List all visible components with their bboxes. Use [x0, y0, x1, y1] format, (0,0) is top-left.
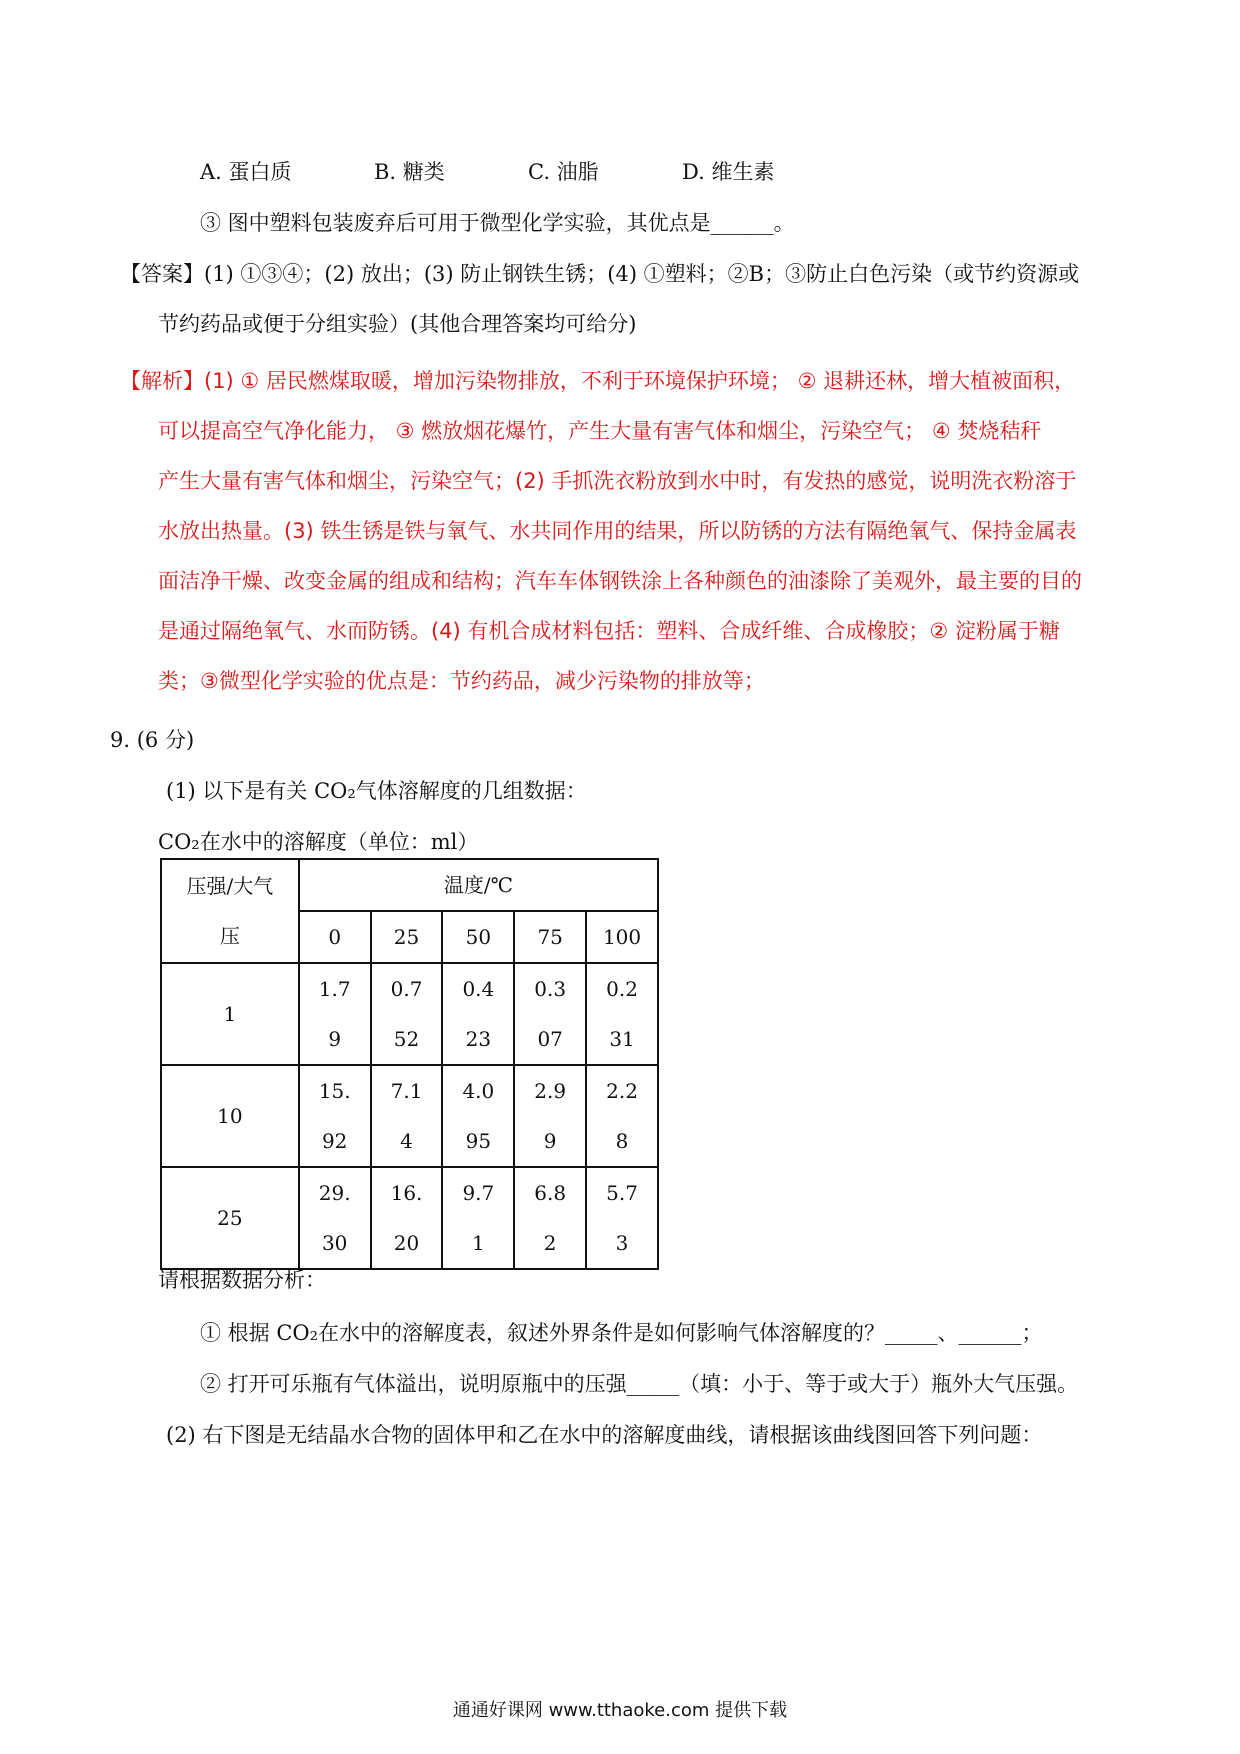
- option-c: C. 油脂: [528, 160, 599, 184]
- value-cell: [299, 963, 371, 1065]
- value-text: 0.423: [462, 977, 495, 1051]
- pressure-header: 压强/大气压: [186, 874, 274, 948]
- question-9-part-1: (1) 以下是有关 CO₂气体溶解度的几组数据：: [166, 779, 587, 803]
- temp-col-header: 25: [371, 911, 443, 963]
- analysis-line-1: 【解析】(1) ① 居民燃煤取暖，增加污染物排放，不利于环境保护环境； ② 退耕还林，增大植被面积，: [120, 369, 1076, 393]
- value-cell: [442, 1167, 514, 1269]
- temp-col-header: 50: [442, 911, 514, 963]
- pressure-cell: 25: [161, 1167, 299, 1269]
- value-cell: [586, 1167, 658, 1269]
- value-cell: [586, 963, 658, 1065]
- table-row: [161, 1167, 658, 1269]
- question-9-heading: 9. (6 分): [110, 728, 195, 752]
- answer-line-2: 节约药品或便于分组实验）(其他合理答案均可给分): [158, 312, 637, 336]
- value-text: 0.307: [534, 977, 567, 1051]
- value-text: 2.99: [534, 1079, 567, 1153]
- value-text: 0.752: [390, 977, 423, 1051]
- sub-question-2: ② 打开可乐瓶有气体溢出，说明原瓶中的压强_____（填：小于、等于或大于）瓶外大气压强。: [200, 1372, 1079, 1396]
- table-row: [161, 1065, 658, 1167]
- value-text: 15.92: [318, 1079, 351, 1153]
- option-b: B. 糖类: [374, 160, 445, 184]
- value-text: 2.28: [606, 1079, 638, 1153]
- value-cell: [371, 963, 443, 1065]
- page-footer: 通通好课网 www.tthaoke.com 提供下载: [452, 1700, 788, 1721]
- pressure-header-cell: [161, 859, 299, 963]
- value-cell: [371, 1065, 443, 1167]
- analysis-line-6: 是通过隔绝氧气、水而防锈。(4) 有机合成材料包括：塑料、合成纤维、合成橡胶；② 淀粉属于糖: [158, 619, 1060, 643]
- sub-question-1: ① 根据 CO₂在水中的溶解度表，叙述外界条件是如何影响气体溶解度的？_____、______；: [200, 1321, 1043, 1345]
- table-row: [161, 963, 658, 1065]
- value-cell: [299, 1167, 371, 1269]
- value-cell: [299, 1065, 371, 1167]
- value-text: 5.73: [606, 1181, 638, 1255]
- value-text: 7.14: [390, 1079, 423, 1153]
- analysis-line-7: 类；③微型化学实验的优点是：节约药品，减少污染物的排放等；: [158, 669, 765, 693]
- value-cell: [514, 963, 586, 1065]
- answer-line-1: 【答案】(1) ①③④；(2) 放出；(3) 防止钢铁生锈；(4) ①塑料；②B；③防止白色污染（或节约资源或: [120, 262, 1080, 286]
- temp-col-header: 75: [514, 911, 586, 963]
- value-cell: [514, 1065, 586, 1167]
- value-text: 0.231: [606, 977, 638, 1051]
- temp-col-header: 100: [586, 911, 658, 963]
- value-text: 29.30: [318, 1181, 351, 1255]
- value-cell: [442, 1065, 514, 1167]
- pressure-cell: 10: [161, 1065, 299, 1167]
- solubility-table: [160, 858, 659, 1270]
- analysis-line-2: 可以提高空气净化能力， ③ 燃放烟花爆竹，产生大量有害气体和烟尘，污染空气； ④ 焚烧秸秆: [158, 419, 1042, 443]
- value-text: 16.20: [390, 1181, 423, 1255]
- value-cell: [371, 1167, 443, 1269]
- question-9-part-2: (2) 右下图是无结晶水合物的固体甲和乙在水中的溶解度曲线，请根据该曲线图回答下列问题：: [166, 1423, 1043, 1447]
- value-cell: [586, 1065, 658, 1167]
- value-cell: [442, 963, 514, 1065]
- analysis-line-4: 水放出热量。(3) 铁生锈是铁与氧气、水共同作用的结果，所以防锈的方法有隔绝氧气、保持金属表: [158, 519, 1077, 543]
- value-text: 4.095: [462, 1079, 495, 1153]
- value-text: 6.82: [534, 1181, 567, 1255]
- value-text: 9.71: [462, 1181, 495, 1255]
- question-part-3: ③ 图中塑料包装废弃后可用于微型化学实验，其优点是______。: [200, 211, 795, 235]
- option-d: D. 维生素: [682, 160, 775, 184]
- analysis-line-5: 面洁净干燥、改变金属的组成和结构；汽车车体钢铁涂上各种颜色的油漆除了美观外，最主要的目的: [158, 569, 1082, 593]
- analyze-prompt: 请根据数据分析：: [158, 1268, 326, 1292]
- analysis-line-3: 产生大量有害气体和烟尘，污染空气；(2) 手抓洗衣粉放到水中时，有发热的感觉，说明洗衣粉溶于: [158, 469, 1077, 493]
- pressure-cell: 1: [161, 963, 299, 1065]
- temp-col-header: 0: [299, 911, 371, 963]
- option-a: A. 蛋白质: [200, 160, 292, 184]
- option-row: [200, 157, 774, 187]
- value-text: 1.79: [318, 977, 351, 1051]
- value-cell: [514, 1167, 586, 1269]
- table-caption: CO₂在水中的溶解度（单位：ml）: [158, 830, 479, 854]
- temperature-header: 温度/℃: [299, 859, 658, 911]
